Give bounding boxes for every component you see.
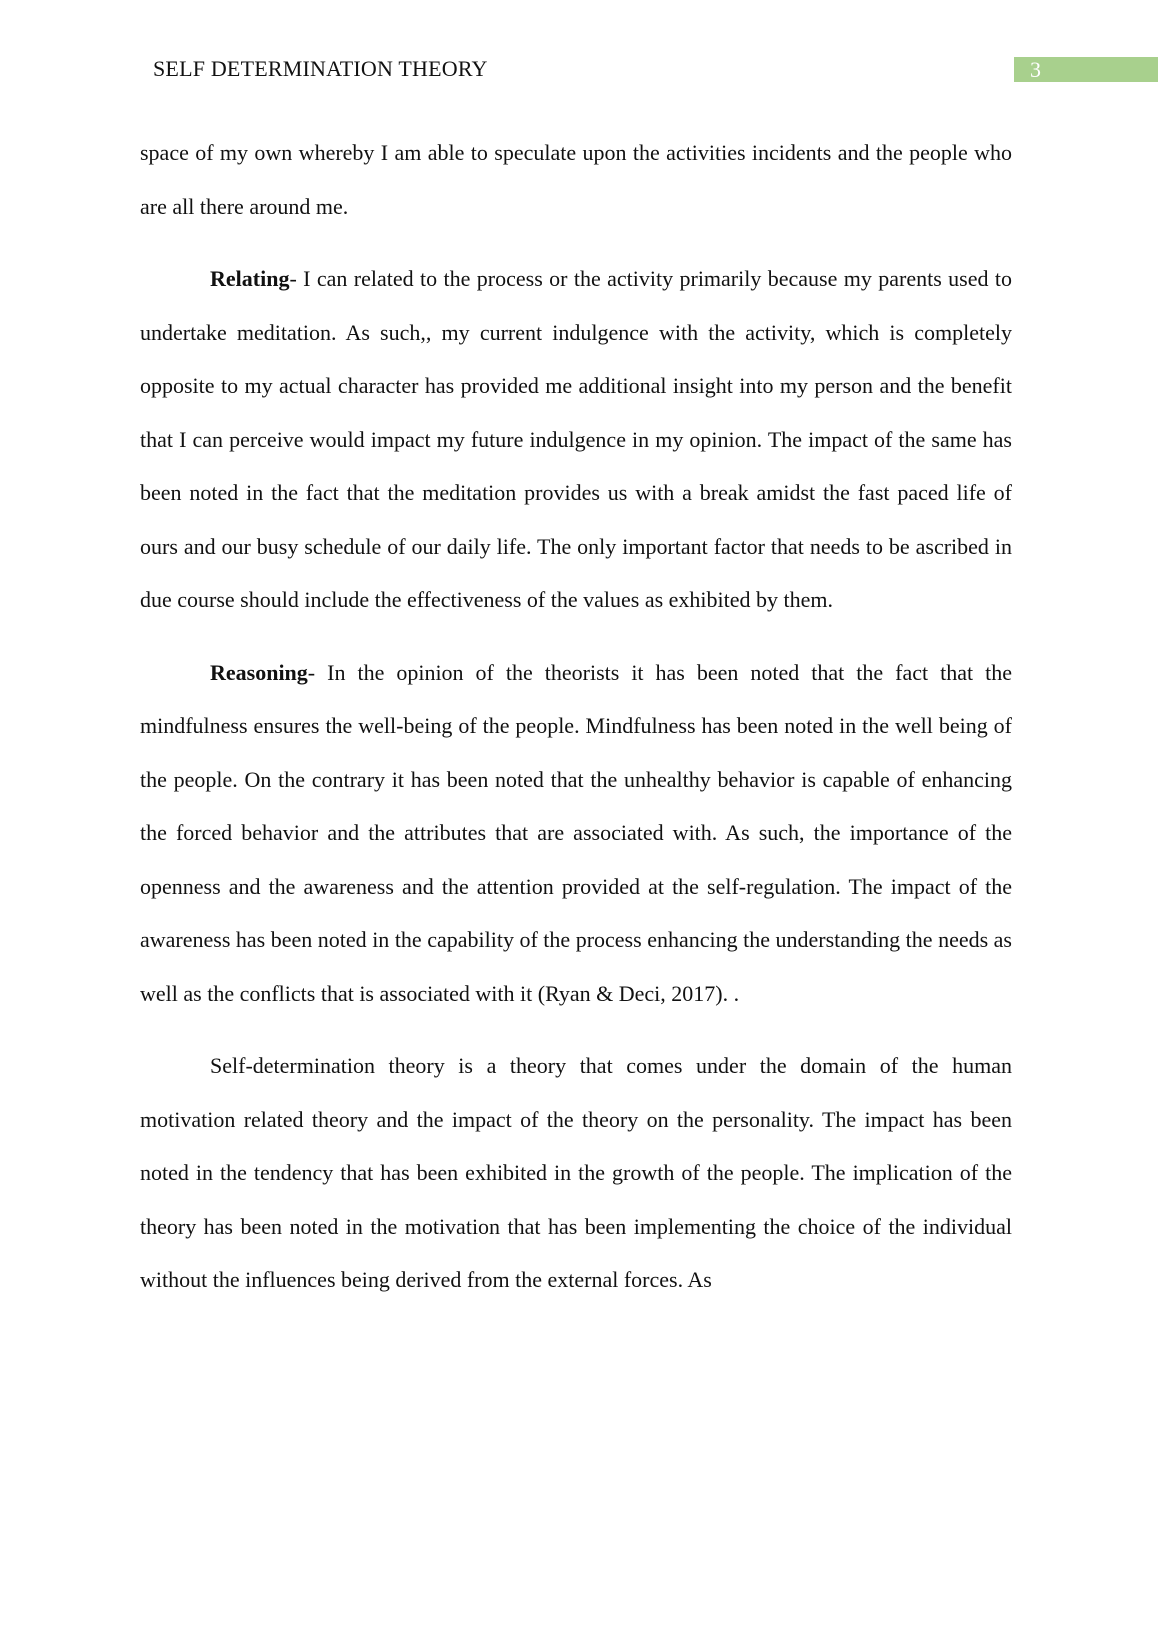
page-number-badge xyxy=(1014,57,1158,82)
paragraph-text: Self-determination theory is a theory that comes under the domain of the human motivation related theory and the impact of the theory on the personality. The impact has been noted in the tendency that has been exhibited in the growth of the people. The implication of the theory has been noted in the motivation that has been implementing the choice of the individual without the influences being derived from the external forces. As xyxy=(140,1053,1012,1292)
paragraph-relating xyxy=(140,252,1012,627)
running-header-title: SELF DETERMINATION THEORY xyxy=(153,56,488,81)
paragraph-text: space of my own whereby I am able to speculate upon the activities incidents and the people who are all there around me. xyxy=(140,140,1012,219)
document-body xyxy=(140,126,1012,1307)
paragraph-continuation xyxy=(140,126,1012,233)
paragraph-text: - In the opinion of the theorists it has been noted that the fact that the mindfulness ensures the well-being of the people. Mindfulness has been noted in the well being of the people. On the contrary it has been noted that the unhealthy behavior is capable of enhancing the forced behavior and the attributes that are associated with. As such, the importance of the openness and the awareness and the attention provided at the self-regulation. The impact of the awareness has been noted in the capability of the process enhancing the understanding the needs as well as the conflicts that is associated with it (Ryan & Deci, 2017). . xyxy=(140,659,1012,1006)
paragraph-reasoning xyxy=(140,646,1012,1021)
paragraph-lead-reasoning: Reasoning xyxy=(210,659,308,685)
paragraph-self-determination xyxy=(140,1039,1012,1307)
paragraph-text: - I can related to the process or the activity primarily because my parents used to undertake meditation. As such,, my current indulgence with the activity, which is completely opposite to my actual character has provided me additional insight into my person and the benefit that I can perceive would impact my future indulgence in my opinion. The impact of the same has been noted in the fact that the meditation provides us with a break amidst the fast paced life of ours and our busy schedule of our daily life. The only important factor that needs to be ascribed in due course should include the effectiveness of the values as exhibited by them. xyxy=(140,266,1012,612)
page-number: 3 xyxy=(1030,57,1041,82)
paragraph-lead-relating: Relating xyxy=(210,266,290,291)
